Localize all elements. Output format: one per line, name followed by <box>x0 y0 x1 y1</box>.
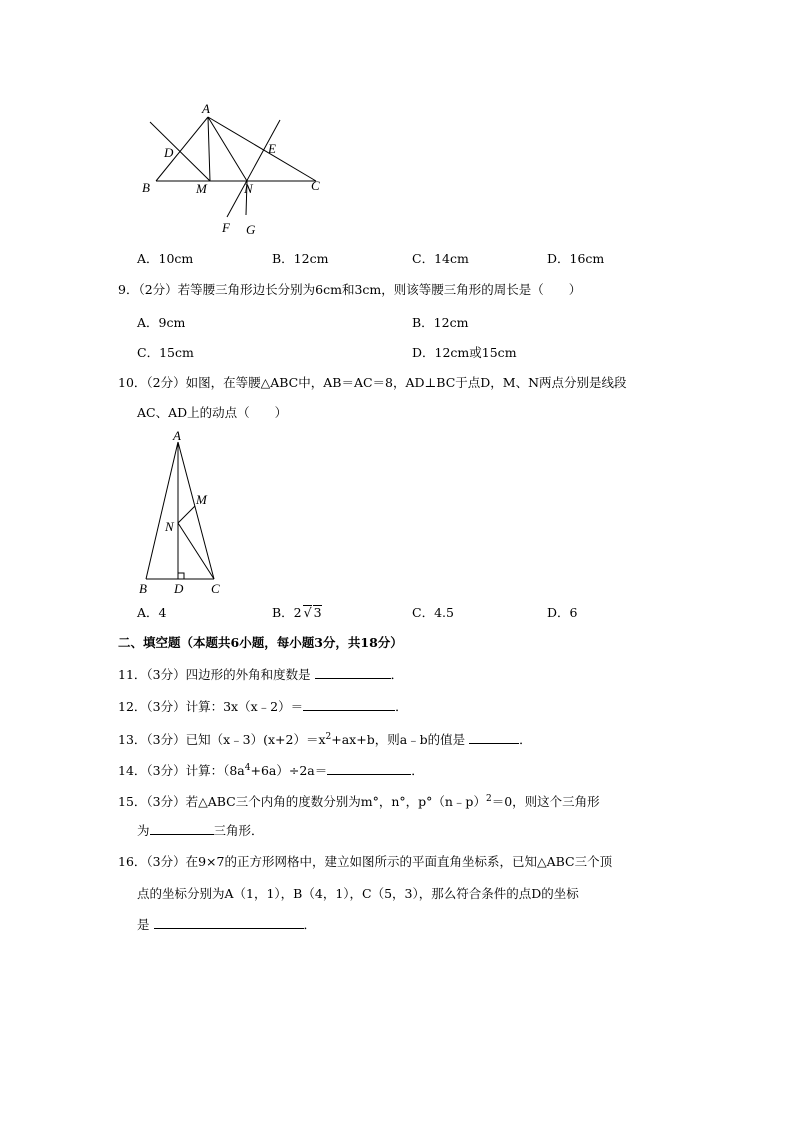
q13 <box>118 728 532 749</box>
q14 <box>118 759 424 780</box>
q8-option-a[interactable]: A．10cm <box>137 251 194 266</box>
q11-text: 11．（3分）四边形的外角和度数是 <box>118 667 311 682</box>
q15-answer-blank[interactable] <box>150 821 214 835</box>
q10-option-b[interactable] <box>272 603 322 621</box>
q10-option-d[interactable]: D．6 <box>547 605 578 620</box>
q11-end: ． <box>390 667 404 682</box>
q9-option-c[interactable]: C．15cm <box>137 345 194 360</box>
fig8-label-A: A <box>202 101 210 116</box>
fig8-label-D: D <box>164 145 174 160</box>
q15-text-b: ＝0，则这个三角形 <box>491 794 600 810</box>
q15-line2 <box>137 821 264 839</box>
q10-stem-line1: 10．（2分）如图，在等腰△ABC中，AB＝AC＝8，AD⊥BC于点D，M、N两点分别是线段 <box>118 375 627 390</box>
fig10-label-A: A <box>173 428 181 443</box>
q14-exponent: 4 <box>244 763 251 773</box>
fig10-label-C: C <box>211 581 220 596</box>
q10-option-b-label: B．2 <box>272 605 302 620</box>
sqrt-symbol: √ <box>303 605 312 620</box>
fig8-label-B: B <box>142 180 150 195</box>
q11-answer-blank[interactable] <box>315 665 391 679</box>
q10-stem-line2: AC、AD上的动点（ ） <box>137 405 288 420</box>
q12-answer-blank[interactable] <box>303 697 395 711</box>
q8-option-b[interactable]: B．12cm <box>272 251 329 266</box>
q13-exponent: 2 <box>325 732 332 742</box>
fig10-label-N: N <box>165 519 174 534</box>
figure-q10-triangle <box>130 427 240 599</box>
fig8-label-N: N <box>244 181 253 196</box>
q12-text: 12．（3分）计算：3x（x﹣2）＝ <box>118 699 304 714</box>
q14-end: ． <box>411 763 424 779</box>
q15-text-a: 15．（3分）若△ABC三个内角的度数分别为m°，n°，p°（n﹣p） <box>118 794 486 810</box>
q12-end: ． <box>395 699 408 714</box>
q10-option-b-radicand: 3 <box>313 605 322 620</box>
q14-text-a: 14．（3分）计算：（8a <box>118 763 245 779</box>
q15-line2-a: 为 <box>137 823 150 838</box>
q14-answer-blank[interactable] <box>327 761 411 775</box>
section-title-fill-in: 二、填空题（本题共6小题，每小题3分，共18分） <box>118 635 403 650</box>
q16-line1: 16．（3分）在9×7的正方形网格中，建立如图所示的平面直角坐标系，已知△ABC三个顶 <box>118 854 613 869</box>
q12 <box>118 697 408 716</box>
q13-answer-blank[interactable] <box>469 730 519 744</box>
fig8-label-C: C <box>311 178 320 193</box>
q9-option-a[interactable]: A．9cm <box>137 315 186 330</box>
q16-line3-text: 是 <box>137 917 150 932</box>
fig8-label-G: G <box>246 222 256 237</box>
q9-option-b[interactable]: B．12cm <box>412 315 469 330</box>
q16-line3 <box>137 915 316 933</box>
q15-line2-b: 三角形． <box>213 823 264 838</box>
q10-option-c[interactable]: C．4.5 <box>412 605 454 620</box>
q15-line1 <box>118 790 600 811</box>
q10-option-a[interactable]: A．4 <box>137 605 167 620</box>
fig8-label-M: M <box>196 181 207 196</box>
q13-text-a: 13．（3分）已知（x﹣3）(x+2）＝x <box>118 732 326 748</box>
q8-option-c[interactable]: C．14cm <box>412 251 469 266</box>
figure-q8-triangle <box>130 100 350 240</box>
q14-text-b: +6a）÷2a＝ <box>250 763 328 779</box>
q9-stem: 9．（2分）若等腰三角形边长分别为6cm和3cm，则该等腰三角形的周长是（ ） <box>118 282 582 297</box>
q16-line2: 点的坐标分别为A（1，1），B（4，1），C（5，3），那么符合条件的点D的坐标 <box>137 886 579 901</box>
fig10-label-M: M <box>196 492 207 507</box>
q16-end: ． <box>303 917 317 932</box>
q15-exponent: 2 <box>485 794 492 804</box>
q13-text-b: +ax+b，则a﹣b的值是 <box>331 732 466 748</box>
fig8-label-E: E <box>268 141 276 156</box>
fig10-label-B: B <box>139 581 147 596</box>
fig8-label-F: F <box>222 220 230 235</box>
q9-option-d[interactable]: D．12cm或15cm <box>412 345 517 360</box>
fig10-label-D: D <box>174 581 184 596</box>
q13-end: ． <box>519 732 532 748</box>
q16-answer-blank[interactable] <box>154 915 304 929</box>
q8-option-d[interactable]: D．16cm <box>547 251 605 266</box>
q11 <box>118 665 403 684</box>
